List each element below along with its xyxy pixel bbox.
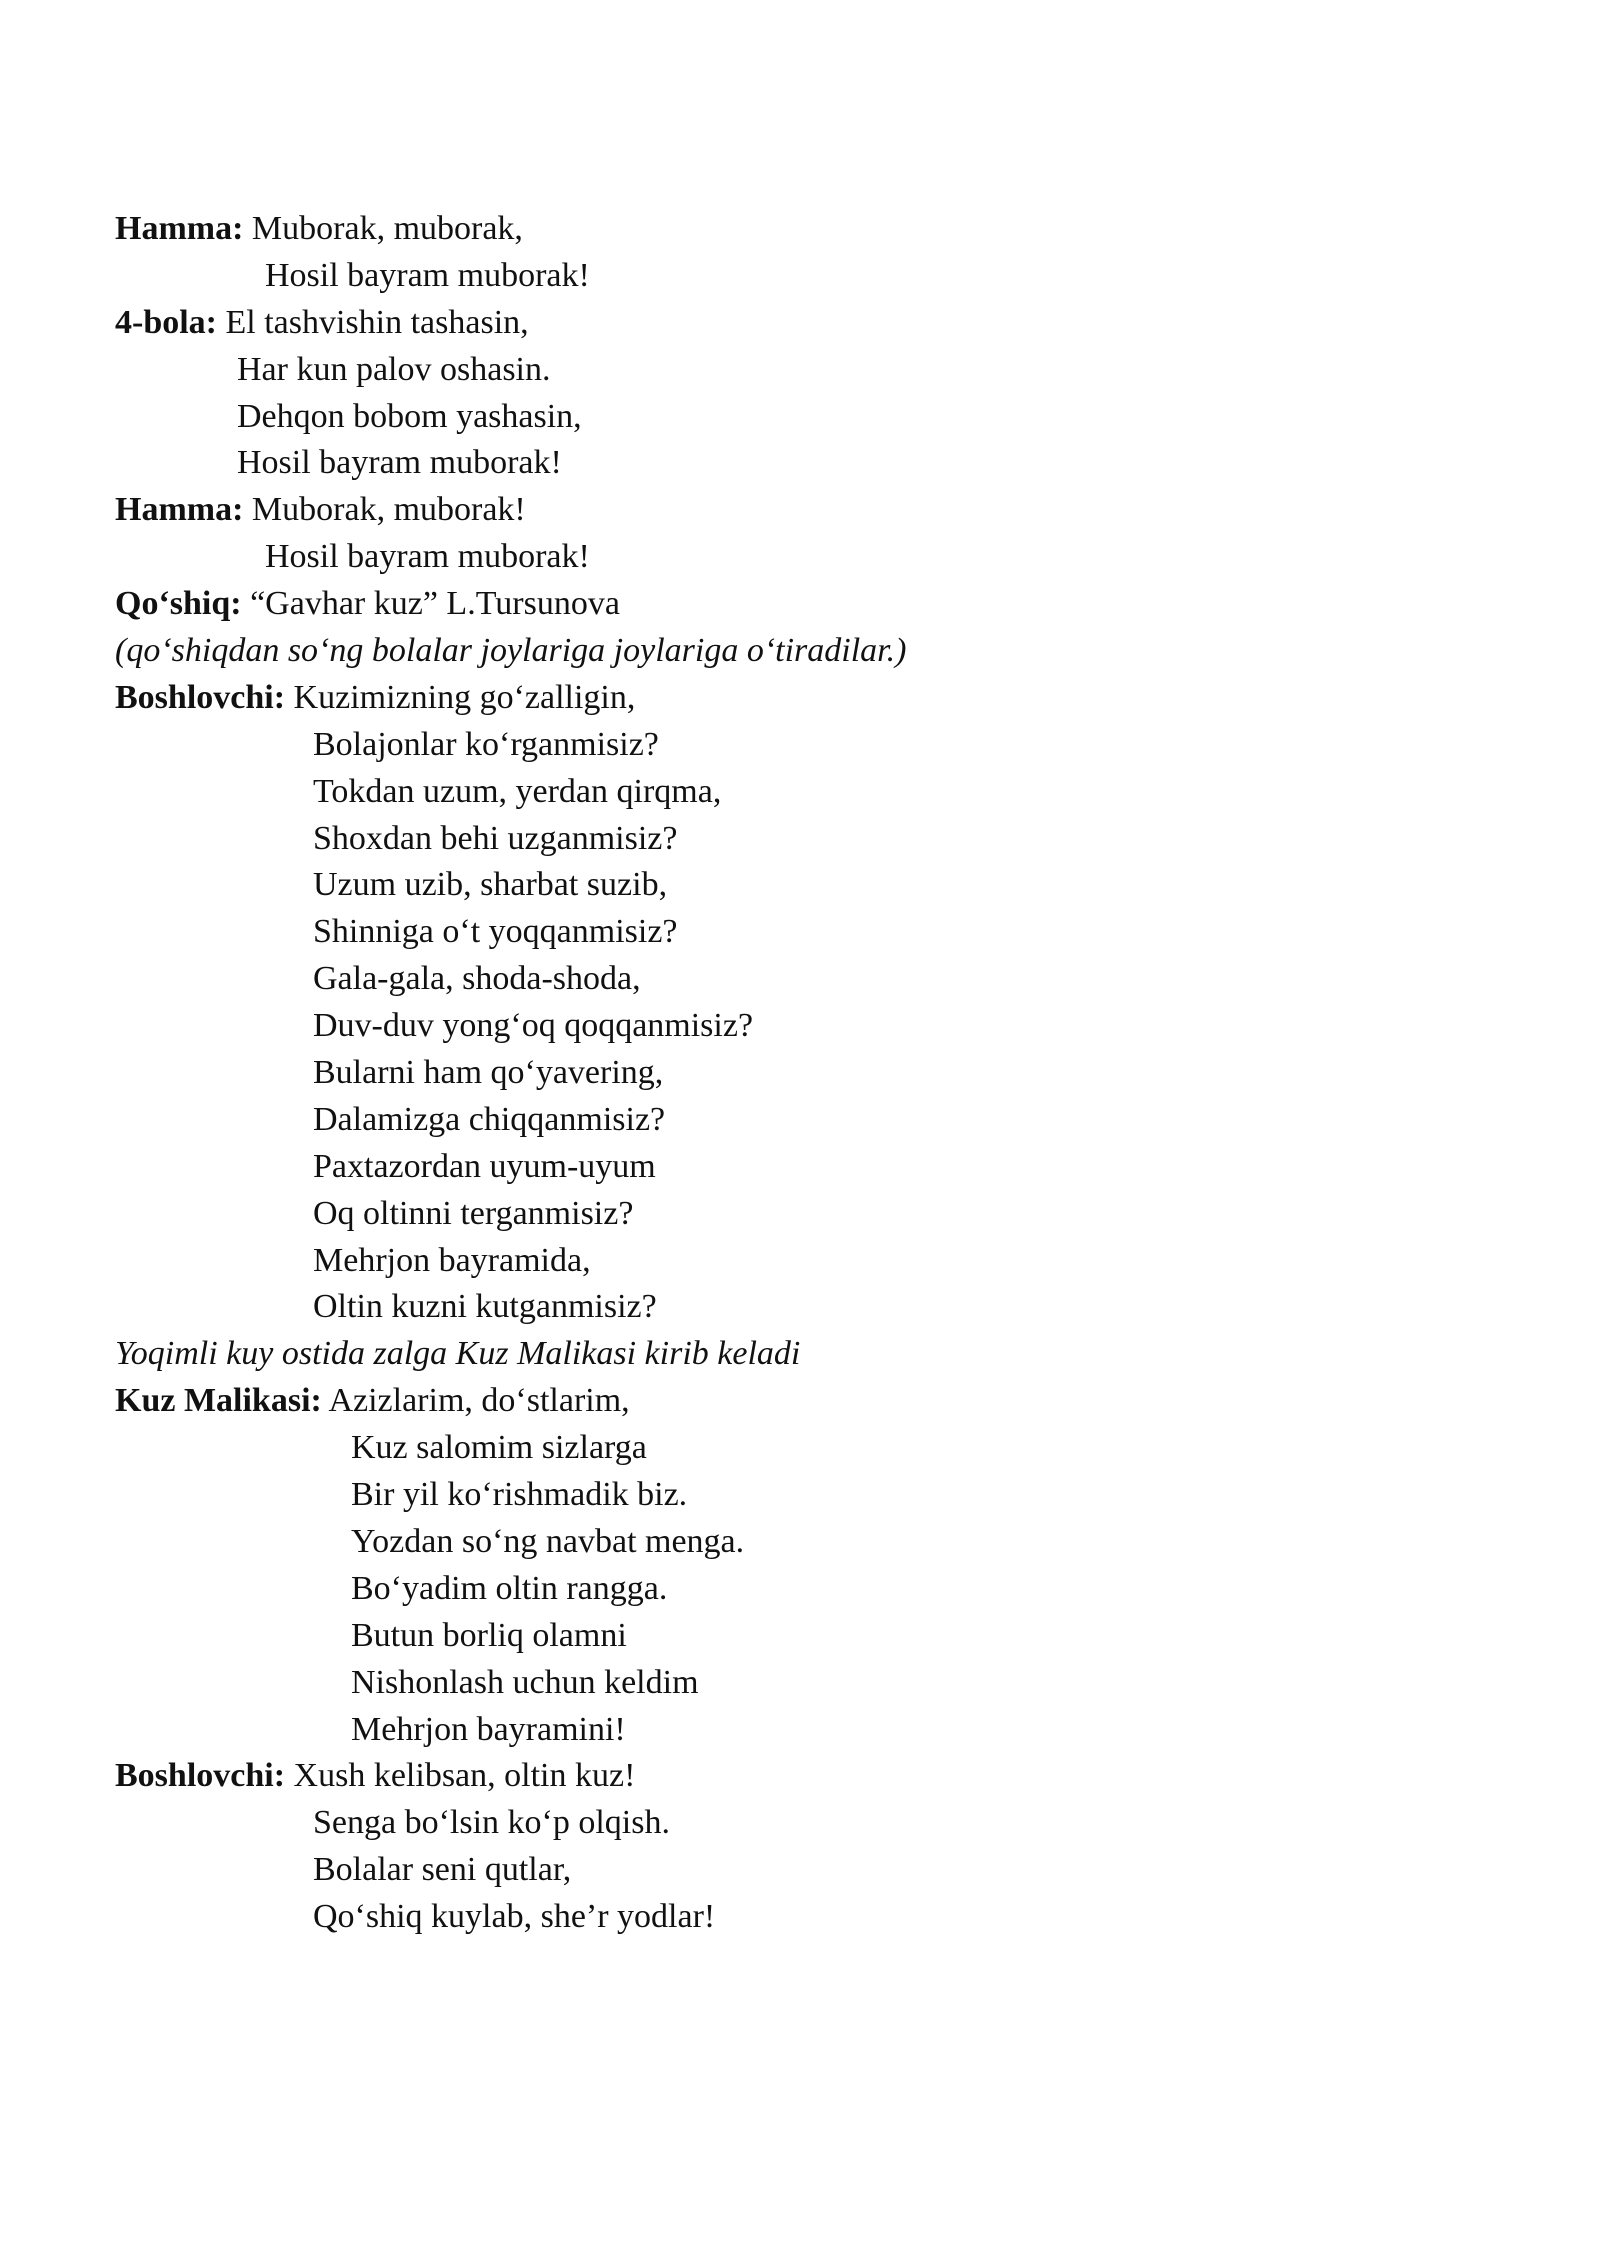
dialogue-line: Nishonlash uchun keldim — [351, 1663, 699, 1701]
speaker-label: Hamma: — [115, 491, 244, 529]
song-title: “Gavhar kuz” L.Tursunova — [241, 585, 620, 623]
dialogue-line: Shinniga o‘t yoqqanmisiz? — [313, 913, 678, 951]
dialogue-line: Hosil bayram muborak! — [265, 538, 590, 576]
dialogue-line: Hosil bayram muborak! — [265, 256, 590, 294]
dialogue-line: Dehqon bobom yashasin, — [237, 397, 582, 435]
dialogue-line: Dalamizga chiqqanmisiz? — [313, 1100, 666, 1138]
dialogue-text: Muborak, muborak, — [243, 210, 523, 247]
dialogue-line: Bolalar seni qutlar, — [313, 1851, 572, 1889]
dialogue-line: Qo‘shiq kuylab, she’r yodlar! — [313, 1898, 716, 1936]
song-line — [115, 581, 1485, 628]
dialogue-line: Butun borliq olamni — [351, 1616, 627, 1654]
dialogue-line: Uzum uzib, sharbat suzib, — [313, 866, 668, 904]
dialogue-line: Mehrjon bayramini! — [351, 1710, 626, 1748]
dialogue-line — [115, 300, 1485, 347]
speaker-label: Qo‘shiq: — [115, 585, 242, 623]
dialogue-text: Kuzimizning go‘zalligin, — [285, 678, 636, 716]
stage-direction: (qo‘shiqdan so‘ng bolalar joylariga joylariga o‘tiradilar.) — [115, 632, 907, 670]
dialogue-line — [115, 206, 1485, 253]
dialogue-line: Senga bo‘lsin ko‘p olqish. — [313, 1804, 670, 1842]
dialogue-line: Yozdan so‘ng navbat menga. — [351, 1522, 745, 1560]
dialogue-line: Tokdan uzum, yerdan qirqma, — [313, 772, 722, 810]
speaker-label: Boshlovchi: — [115, 1757, 286, 1795]
speaker-label: 4-bola: — [115, 303, 217, 341]
dialogue-text: Muborak, muborak! — [243, 491, 526, 529]
dialogue-line: Har kun palov oshasin. — [237, 350, 551, 388]
dialogue-line: Bo‘yadim oltin rangga. — [351, 1569, 668, 1607]
dialogue-line: Bir yil ko‘rishmadik biz. — [351, 1476, 688, 1514]
dialogue-line: Gala-gala, shoda-shoda, — [313, 960, 641, 998]
dialogue-line: Oq oltinni terganmisiz? — [313, 1194, 634, 1232]
dialogue-text: Xush kelibsan, oltin kuz! — [285, 1757, 636, 1795]
dialogue-line: Bularni ham qo‘yavering, — [313, 1054, 664, 1092]
dialogue-line — [115, 1378, 1485, 1425]
stage-direction: Yoqimli kuy ostida zalga Kuz Malikasi kirib keladi — [115, 1335, 801, 1373]
speaker-label: Kuz Malikasi: — [115, 1382, 322, 1420]
dialogue-text: Azizlarim, do‘stlarim, — [321, 1382, 630, 1420]
dialogue-line: Oltin kuzni kutganmisiz? — [313, 1288, 657, 1326]
dialogue-line — [115, 675, 1485, 722]
speaker-label: Hamma: — [115, 210, 244, 247]
dialogue-line: Bolajonlar ko‘rganmisiz? — [313, 725, 659, 763]
script-text — [115, 206, 1485, 1941]
dialogue-line: Duv-duv yong‘oq qoqqanmisiz? — [313, 1007, 754, 1045]
dialogue-line: Mehrjon bayramida, — [313, 1241, 591, 1279]
dialogue-line: Paxtazordan uyum-uyum — [313, 1147, 656, 1185]
dialogue-line: Kuz salomim sizlarga — [351, 1429, 647, 1467]
speaker-label: Boshlovchi: — [115, 678, 286, 716]
dialogue-line — [115, 487, 1485, 534]
dialogue-line: Shoxdan behi uzganmisiz? — [313, 819, 678, 857]
dialogue-line: Hosil bayram muborak! — [237, 444, 562, 482]
dialogue-line — [115, 1753, 1485, 1800]
dialogue-text: El tashvishin tashasin, — [217, 303, 529, 341]
